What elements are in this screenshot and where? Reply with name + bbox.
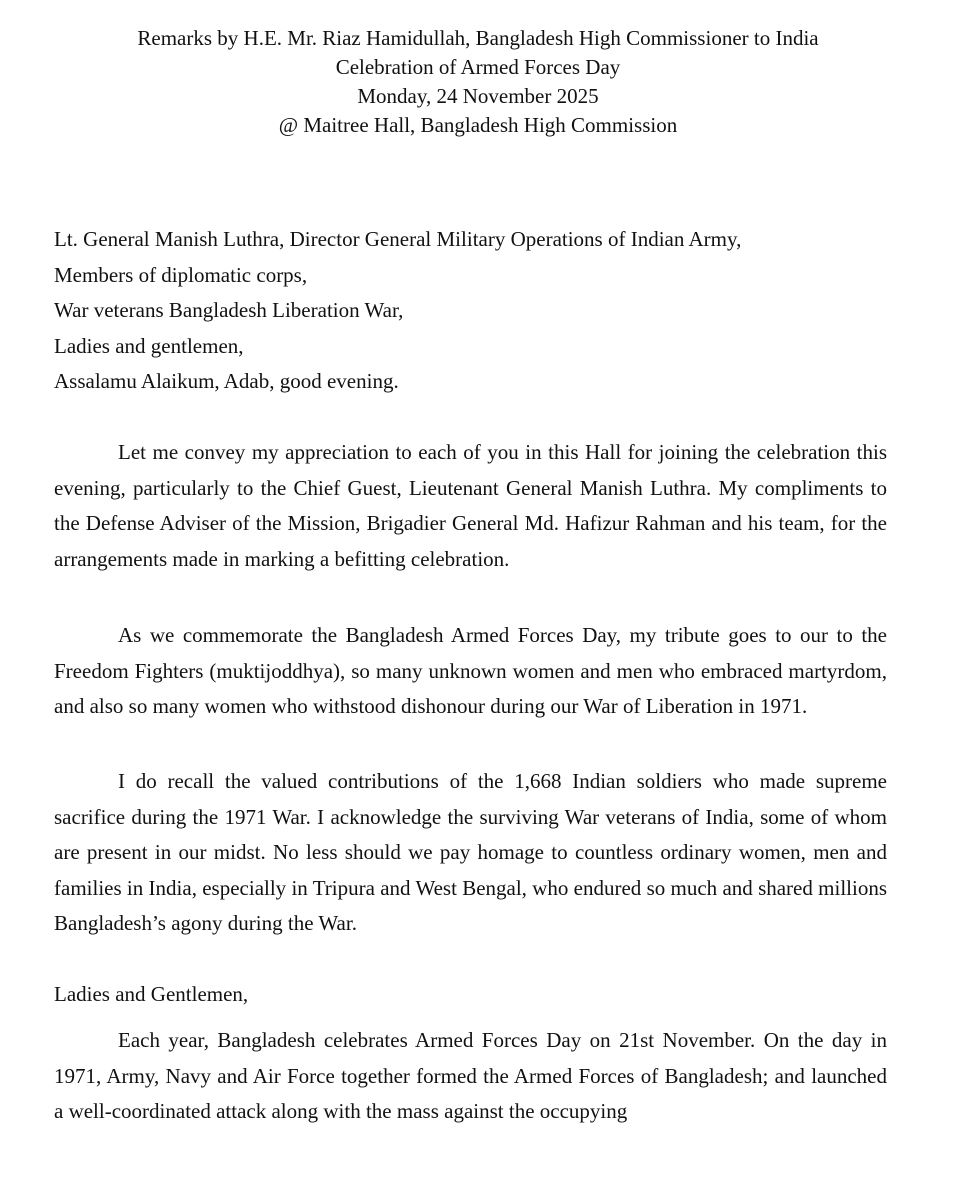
paragraph-armed-forces-day: Each year, Bangladesh celebrates Armed Forces Day on 21st November. On the day in 1971, Army, Navy and Air Force together formed the Armed Forces of Bangladesh; and launched a well-coordinated attack along with the mass against the occupying xyxy=(54,1028,887,1123)
paragraph-appreciation: Let me convey my appreciation to each of you in this Hall for joining the celebration this evening, particularly to the Chief Guest, Lieutenant General Manish Luthra. My compliments to the Defense Adviser of the Mission, Brigadier General Md. Hafizur Rahman and his team, for the arrangements made in marking a befitting celebration. xyxy=(54,440,887,571)
salutation-line: Ladies and gentlemen, xyxy=(54,333,244,358)
salutation-line: War veterans Bangladesh Liberation War, xyxy=(54,298,404,322)
header-venue: @ Maitree Hall, Bangladesh High Commission xyxy=(278,113,678,137)
paragraph-indian-soldiers: I do recall the valued contributions of the 1,668 Indian soldiers who made supreme sacrifice during the 1971 War. I acknowledge the surviving War veterans of India, some of whom are present in our midst. No less should we pay homage to countless ordinary women, men and families in India, especially in Tripura and West Bengal, who endured so much and shared millions Bangladesh’s agony during the War. xyxy=(54,769,887,935)
header-title: Remarks by H.E. Mr. Riaz Hamidullah, Bangladesh High Commissioner to India xyxy=(137,26,819,50)
salutation-line: Members of diplomatic corps, xyxy=(54,262,308,287)
header-date: Monday, 24 November 2025 xyxy=(357,84,599,108)
paragraph-tribute: As we commemorate the Bangladesh Armed Forces Day, my tribute goes to our to the Freedom Fighters (muktijoddhya), so many unknown women and men who embraced martyrdom, and also so many women who withstood dishonour during our War of Liberation in 1971. xyxy=(54,623,887,718)
salutation-line: Assalamu Alaikum, Adab, good evening. xyxy=(54,369,399,393)
address-ladies-gentlemen: Ladies and Gentlemen, xyxy=(54,982,249,1006)
salutation-block xyxy=(54,222,914,400)
salutation-line: Lt. General Manish Luthra, Director General Military Operations of Indian Army, xyxy=(54,227,742,251)
document-header xyxy=(0,24,956,140)
header-event: Celebration of Armed Forces Day xyxy=(335,55,621,79)
